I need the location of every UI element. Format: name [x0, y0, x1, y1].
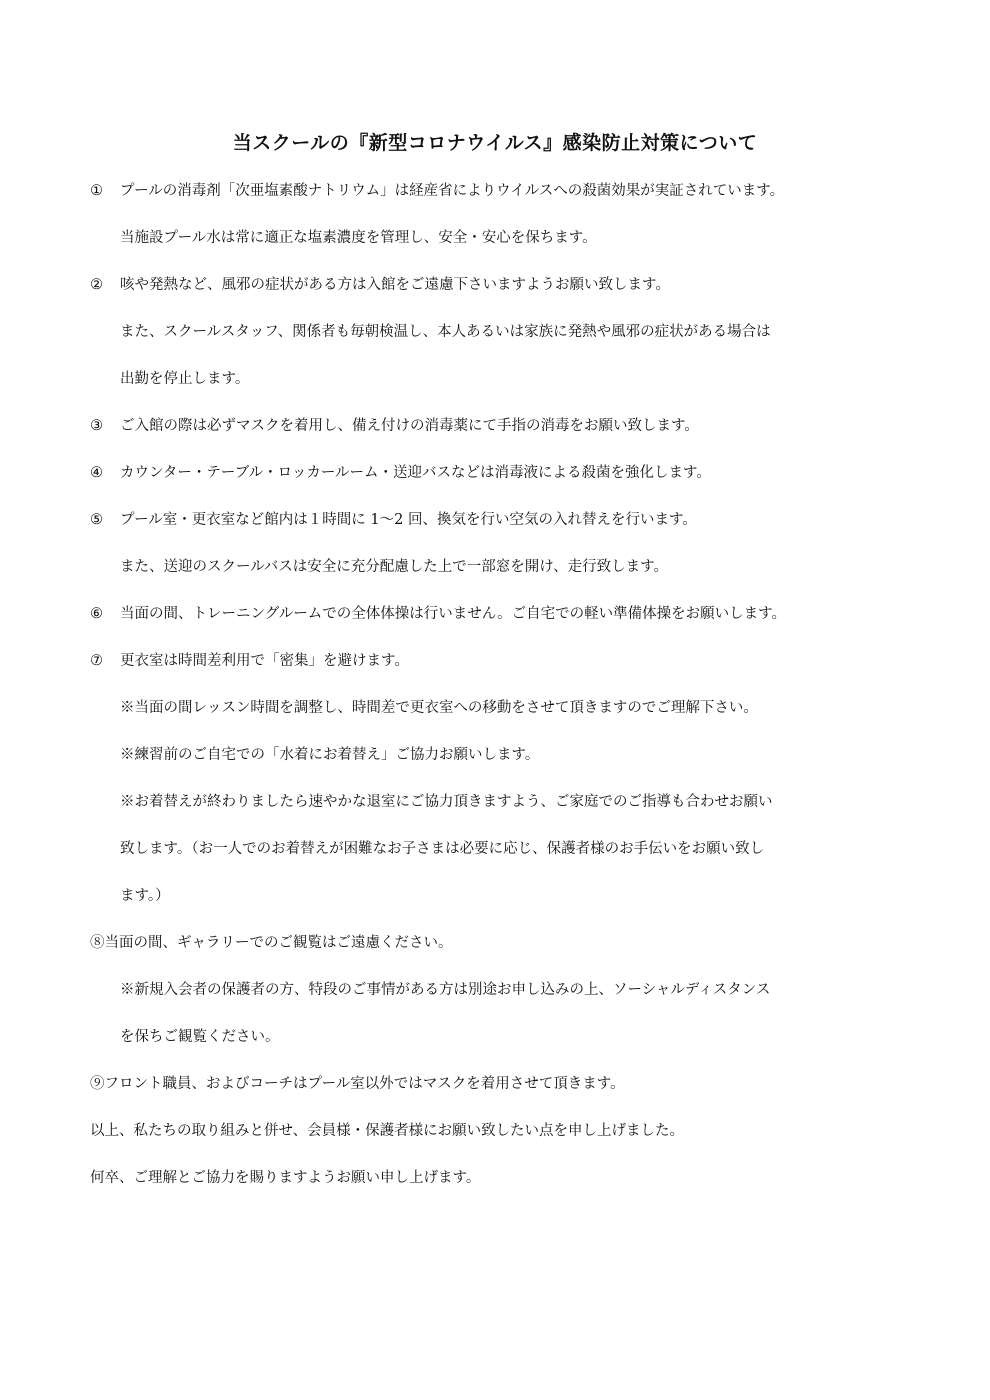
item-note: ※お着替えが終わりましたら速やかな退室にご協力頂きますよう、ご家庭でのご指導も合わせお願い — [120, 794, 773, 810]
item-text: ご入館の際は必ずマスクを着用し、備え付けの消毒薬にて手指の消毒をお願い致します。 — [120, 418, 699, 434]
item-continuation: また、スクールスタッフ、関係者も毎朝検温し、本人あるいは家族に発熱や風邪の症状がある場合は — [120, 324, 771, 340]
item-number: ⑥ — [90, 606, 103, 622]
item-text: カウンター・テーブル・ロッカールーム・送迎バスなどは消毒液による殺菌を強化します。 — [120, 465, 711, 481]
item-number: ③ — [90, 418, 103, 434]
page-title: 当スクールの『新型コロナウイルス』感染防止対策について — [232, 132, 758, 154]
closing-line-1: 以上、私たちの取り組みと併せ、会員様・保護者様にお願い致したい点を申し上げました。 — [90, 1123, 685, 1139]
document-body — [90, 168, 910, 1202]
item-note: ※新規入会者の保護者の方、特段のご事情がある方は別途お申し込みの上、ソーシャルディスタンス — [120, 982, 771, 998]
closing-line-2: 何卒、ご理解とご協力を賜りますようお願い申し上げます。 — [90, 1170, 481, 1186]
list-item-9: ⑨フロント職員、およびコーチはプール室以外ではマスクを着用させて頂きます。 — [90, 1076, 625, 1092]
item-text: 咳や発熱など、風邪の症状がある方は入館をご遠慮下さいますようお願い致します。 — [120, 277, 670, 293]
item-note: ※練習前のご自宅での「水着にお着替え」ご協力お願いします。 — [120, 747, 540, 763]
list-item-4 — [90, 450, 910, 497]
list-item-1 — [90, 168, 910, 215]
item-text: プールの消毒剤「次亜塩素酸ナトリウム」は経産省によりウイルスへの殺菌効果が実証されています。 — [120, 183, 785, 199]
item-number: ⑤ — [90, 512, 103, 528]
list-item-2 — [90, 262, 910, 309]
item-continuation: 致します。（お一人でのお着替えが困難なお子さまは必要に応じ、保護者様のお手伝いをお願い致し — [120, 841, 765, 857]
item-text: プール室・更衣室など館内は１時間に 1〜2 回、換気を行い空気の入れ替えを行います。 — [120, 512, 697, 528]
item-continuation: また、送迎のスクールバスは安全に充分配慮した上で一部窓を開け、走行致します。 — [120, 559, 668, 575]
list-item-3 — [90, 403, 910, 450]
item-number: ④ — [90, 465, 103, 481]
item-continuation: を保ちご観覧ください。 — [120, 1029, 280, 1045]
list-item-7 — [90, 638, 910, 685]
item-number: ⑦ — [90, 653, 103, 669]
item-continuation: ます。） — [120, 888, 170, 904]
list-item-6 — [90, 591, 910, 638]
item-number: ① — [90, 183, 103, 199]
item-number: ② — [90, 277, 103, 293]
item-text: 更衣室は時間差利用で「密集」を避けます。 — [120, 653, 409, 669]
item-continuation: 出勤を停止します。 — [120, 371, 250, 387]
list-item-8: ⑧当面の間、ギャラリーでのご観覧はご遠慮ください。 — [90, 935, 453, 951]
item-continuation: 当施設プール水は常に適正な塩素濃度を管理し、安全・安心を保ちます。 — [120, 230, 597, 246]
item-note: ※当面の間レッスン時間を調整し、時間差で更衣室への移動をさせて頂きますのでご理解下さい。 — [120, 700, 758, 716]
item-text: 当面の間、トレーニングルームでの全体体操は行いません。ご自宅での軽い準備体操をお願いします。 — [120, 606, 786, 622]
list-item-5 — [90, 497, 910, 544]
